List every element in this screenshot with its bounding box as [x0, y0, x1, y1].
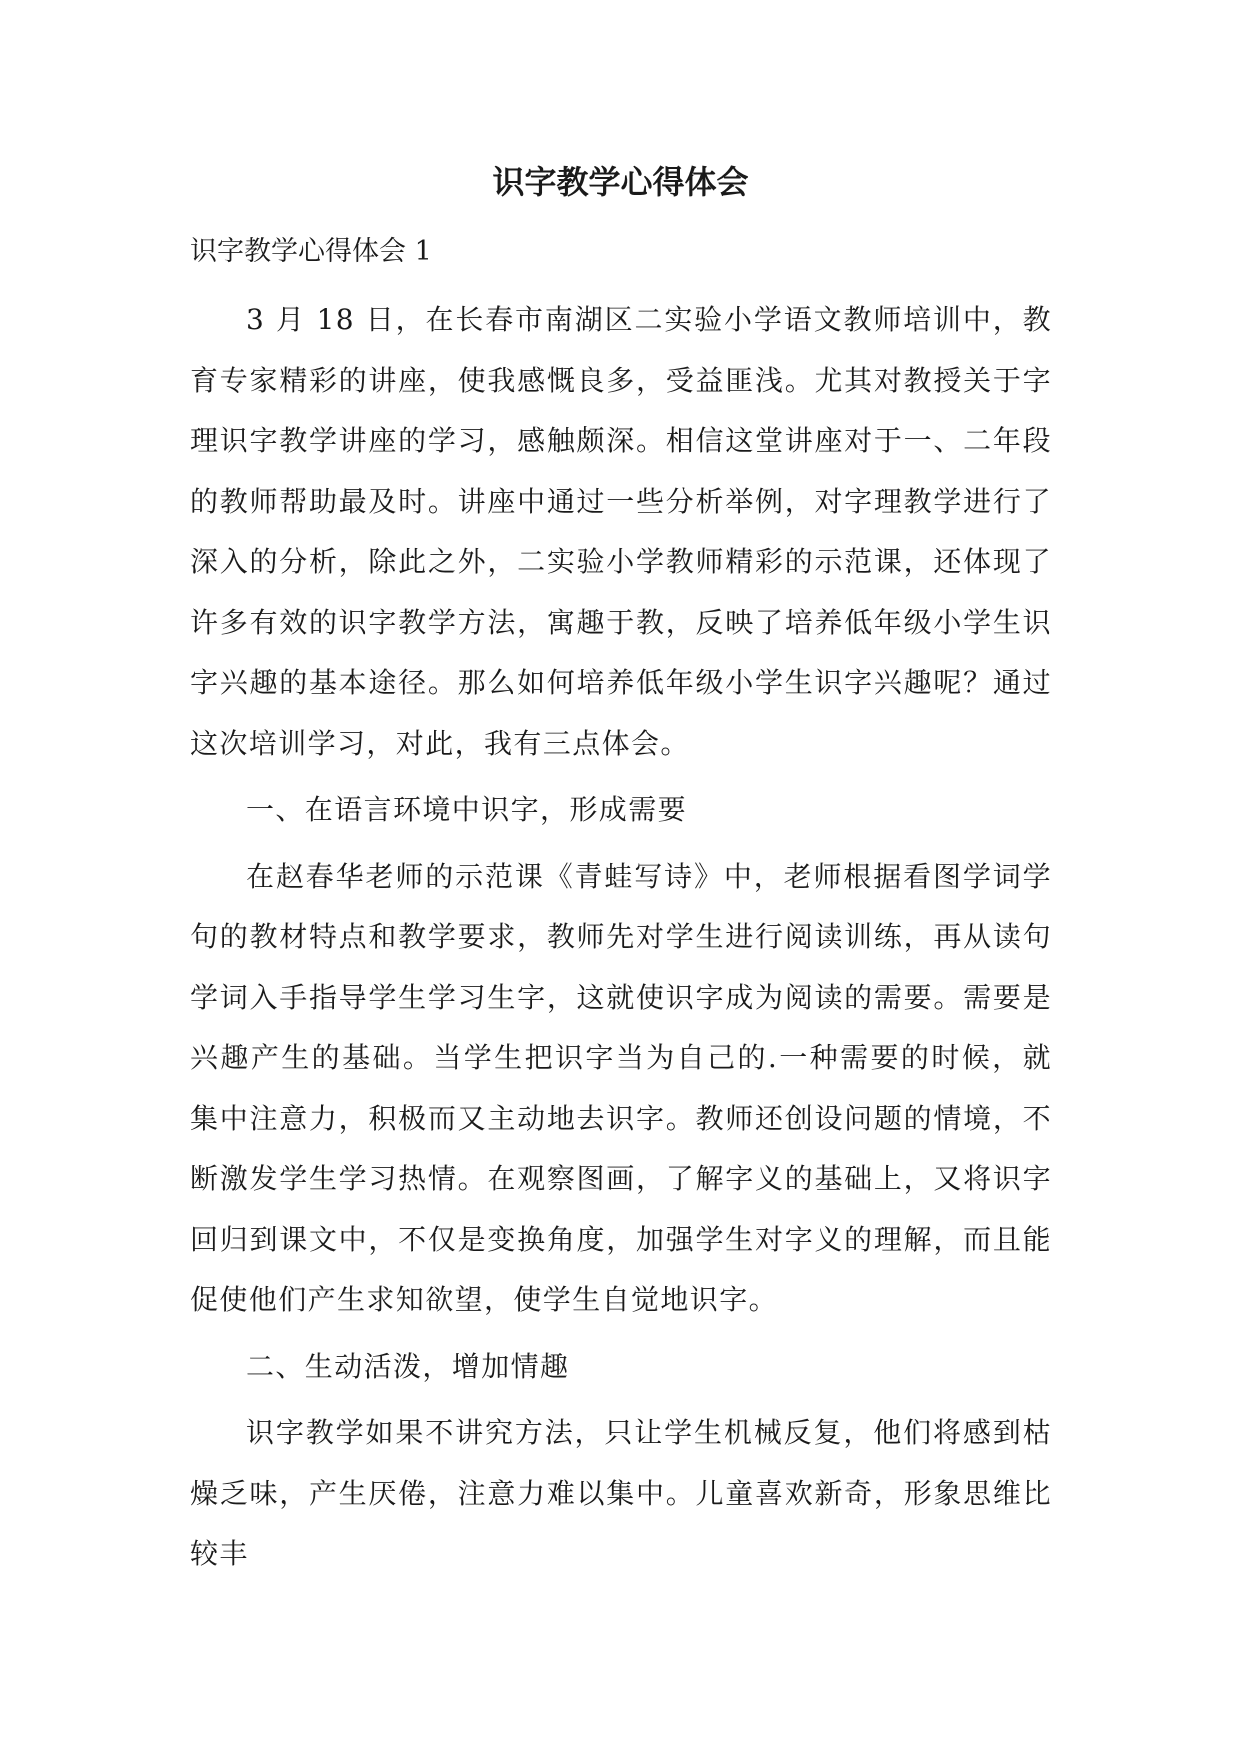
section-heading-1: 一、在语言环境中识字，形成需要 [246, 793, 688, 826]
document-subtitle: 识字教学心得体会 1 [190, 236, 432, 267]
document-title: 识字教学心得体会 [492, 163, 749, 201]
paragraph-intro: 3 月 18 日，在长春市南湖区二实验小学语文教师培训中，教育专家精彩的讲座，使我感慨良多，受益匪浅。尤其对教授关于字理识字教学讲座的学习，感触颇深。相信这堂讲座对于一、二年段的教师帮助最及时。讲座中通过一些分析举例，对字理教学进行了深入的分析，除此之外，二实验小学教师精彩的示范课，还体现了许多有效的识字教学方法，寓趣于教，反映了培养低年级小学生识字兴趣的基本途径。那么如何培养低年级小学生识字兴趣呢？通过这次培训学习，对此，我有三点体会。 [190, 303, 1052, 760]
paragraph-section-1: 在赵春华老师的示范课《青蛙写诗》中，老师根据看图学词学句的教材特点和教学要求，教师先对学生进行阅读训练，再从读句学词入手指导学生学习生字，这就使识字成为阅读的需要。需要是兴趣产生的基础。当学生把识字当为自己的.一种需要的时候，就集中注意力，积极而又主动地去识字。教师还创设问题的情境，不断激发学生学习热情。在观察图画，了解字义的基础上，又将识字回归到课文中，不仅是变换角度，加强学生对字义的理解，而且能促使他们产生求知欲望，使学生自觉地识字。 [190, 859, 1052, 1316]
paragraph-section-2: 识字教学如果不讲究方法，只让学生机械反复，他们将感到枯燥乏味，产生厌倦，注意力难以集中。儿童喜欢新奇，形象思维比较丰 [190, 1416, 1052, 1570]
section-heading-2: 二、生动活泼，增加情趣 [246, 1349, 570, 1383]
document-body [190, 290, 1052, 1591]
